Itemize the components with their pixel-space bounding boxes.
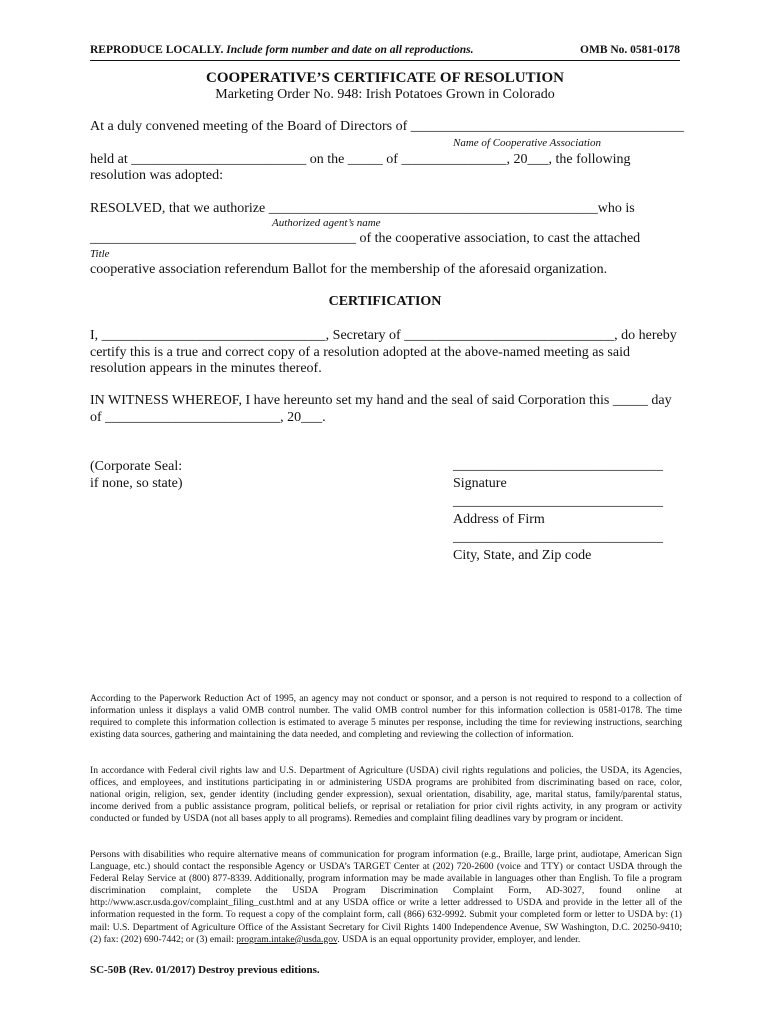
- address-line: ______________________________: [453, 494, 663, 509]
- header-reproduce: REPRODUCE LOCALLY.: [90, 44, 224, 56]
- resolution-line-3: resolution was adopted:: [90, 168, 223, 183]
- header-include-note: Include form number and date on all reproductions.: [226, 44, 474, 56]
- certification-line-2: certify this is a true and correct copy of a resolution adopted at the above-named meeting as said: [90, 345, 630, 360]
- corporate-seal-line-2: if none, so state): [90, 476, 183, 491]
- corporate-seal-line-1: (Corporate Seal:: [90, 459, 183, 474]
- civil-rights-notice: In accordance with Federal civil rights law and U.S. Department of Agriculture (USDA) civil rights regulations and policies, the USDA, its Agencies, offices, and employees, and institutions participating in or administering USDA programs are prohibited from discriminating based on race, color, national origin, religion, sex, gender identity (including gender expression), sexual orientation, disability, age, marital status, family/parental status, income derived from a public assistance program, political beliefs, or reprisal or retaliation for prior civil rights activity, in any program or activity conducted or funded by USDA (not all bases apply to all programs). Remedies and complaint filing deadlines vary by program or incident.: [90, 765, 682, 825]
- agent-name-label: Authorized agent’s name: [272, 217, 381, 229]
- form-title: COOPERATIVE’S CERTIFICATE OF RESOLUTION: [205, 70, 564, 86]
- coop-name-label: Name of Cooperative Association: [453, 137, 601, 149]
- resolution-line-2: held at _________________________ on the _____ of _______________, 20___, the following: [90, 152, 631, 167]
- disabilities-notice: [90, 849, 682, 946]
- address-label: Address of Firm: [453, 512, 545, 527]
- disabilities-text-end: . USDA is an equal opportunity provider, employer, and lender.: [337, 933, 581, 945]
- title-label: Title: [90, 248, 110, 260]
- certification-line-1: I, ________________________________, Secretary of ______________________________, do hereby: [90, 328, 677, 343]
- signature-line: ______________________________: [453, 458, 663, 473]
- signature-label: Signature: [453, 476, 507, 491]
- certification-line-4: IN WITNESS WHEREOF, I have hereunto set my hand and the seal of said Corporation this _____ day: [90, 393, 672, 408]
- email-link[interactable]: program.intake@usda.gov: [236, 933, 338, 945]
- city-line: ______________________________: [453, 530, 663, 545]
- city-state-zip-label: City, State, and Zip code: [453, 548, 592, 563]
- form-subtitle: Marketing Order No. 948: Irish Potatoes Grown in Colorado: [215, 87, 555, 102]
- certification-line-5: of _________________________, 20___.: [90, 410, 326, 425]
- certification-line-3: resolution appears in the minutes thereof.: [90, 361, 322, 376]
- omb-number: OMB No. 0581-0178: [580, 44, 680, 56]
- paperwork-reduction-notice: According to the Paperwork Reduction Act of 1995, an agency may not conduct or sponsor, and a person is not required to respond to a collection of information unless it displays a valid OMB control number. The valid OMB control number for this information collection is 0581-0178. The time required to complete this information collection is estimated to average 5 minutes per response, including the time for reviewing instructions, searching existing data sources, gathering and maintaining the data needed, and completing and reviewing the collection of information.: [90, 693, 682, 741]
- resolution-line-5: ______________________________________ of the cooperative association, to cast the attached: [90, 231, 641, 246]
- resolution-line-1: At a duly convened meeting of the Board of Directors of _______________________________________: [90, 119, 684, 134]
- resolution-line-6: cooperative association referendum Ballot for the membership of the aforesaid organization.: [90, 262, 608, 277]
- disabilities-text: Persons with disabilities who require alternative means of communication for program information (e.g., Braille, large print, audiotape, American Sign Language, etc.) should contact the responsible Agency or USDA’s TARGET Center at (202) 720-2600 (voice and TTY) or contact USDA through the Federal Relay Service at (800) 877-8339. Additionally, program information may be made available in languages other than English. To file a program discrimination complaint, complete the USDA Program Discrimination Complaint Form, AD-3027, found online at http://www.ascr.usda.gov/complaint_filing_cust.html and at any USDA office or write a letter addressed to USDA and provide in the letter all of the information requested in the form. To request a copy of the complaint form, call (866) 632-9992. Submit your completed form or letter to USDA by: (1) mail: U.S. Department of Agriculture Office of the Assistant Secretary for Civil Rights 1400 Independence Avenue, SW Washington, D.C. 20250-9410; (2) fax: (202) 690-7442; or (3) email:: [90, 849, 682, 945]
- form-footer: SC-50B (Rev. 01/2017) Destroy previous editions.: [90, 964, 320, 976]
- resolution-line-4: RESOLVED, that we authorize _______________________________________________who is: [90, 201, 635, 216]
- certification-heading: CERTIFICATION: [328, 294, 442, 309]
